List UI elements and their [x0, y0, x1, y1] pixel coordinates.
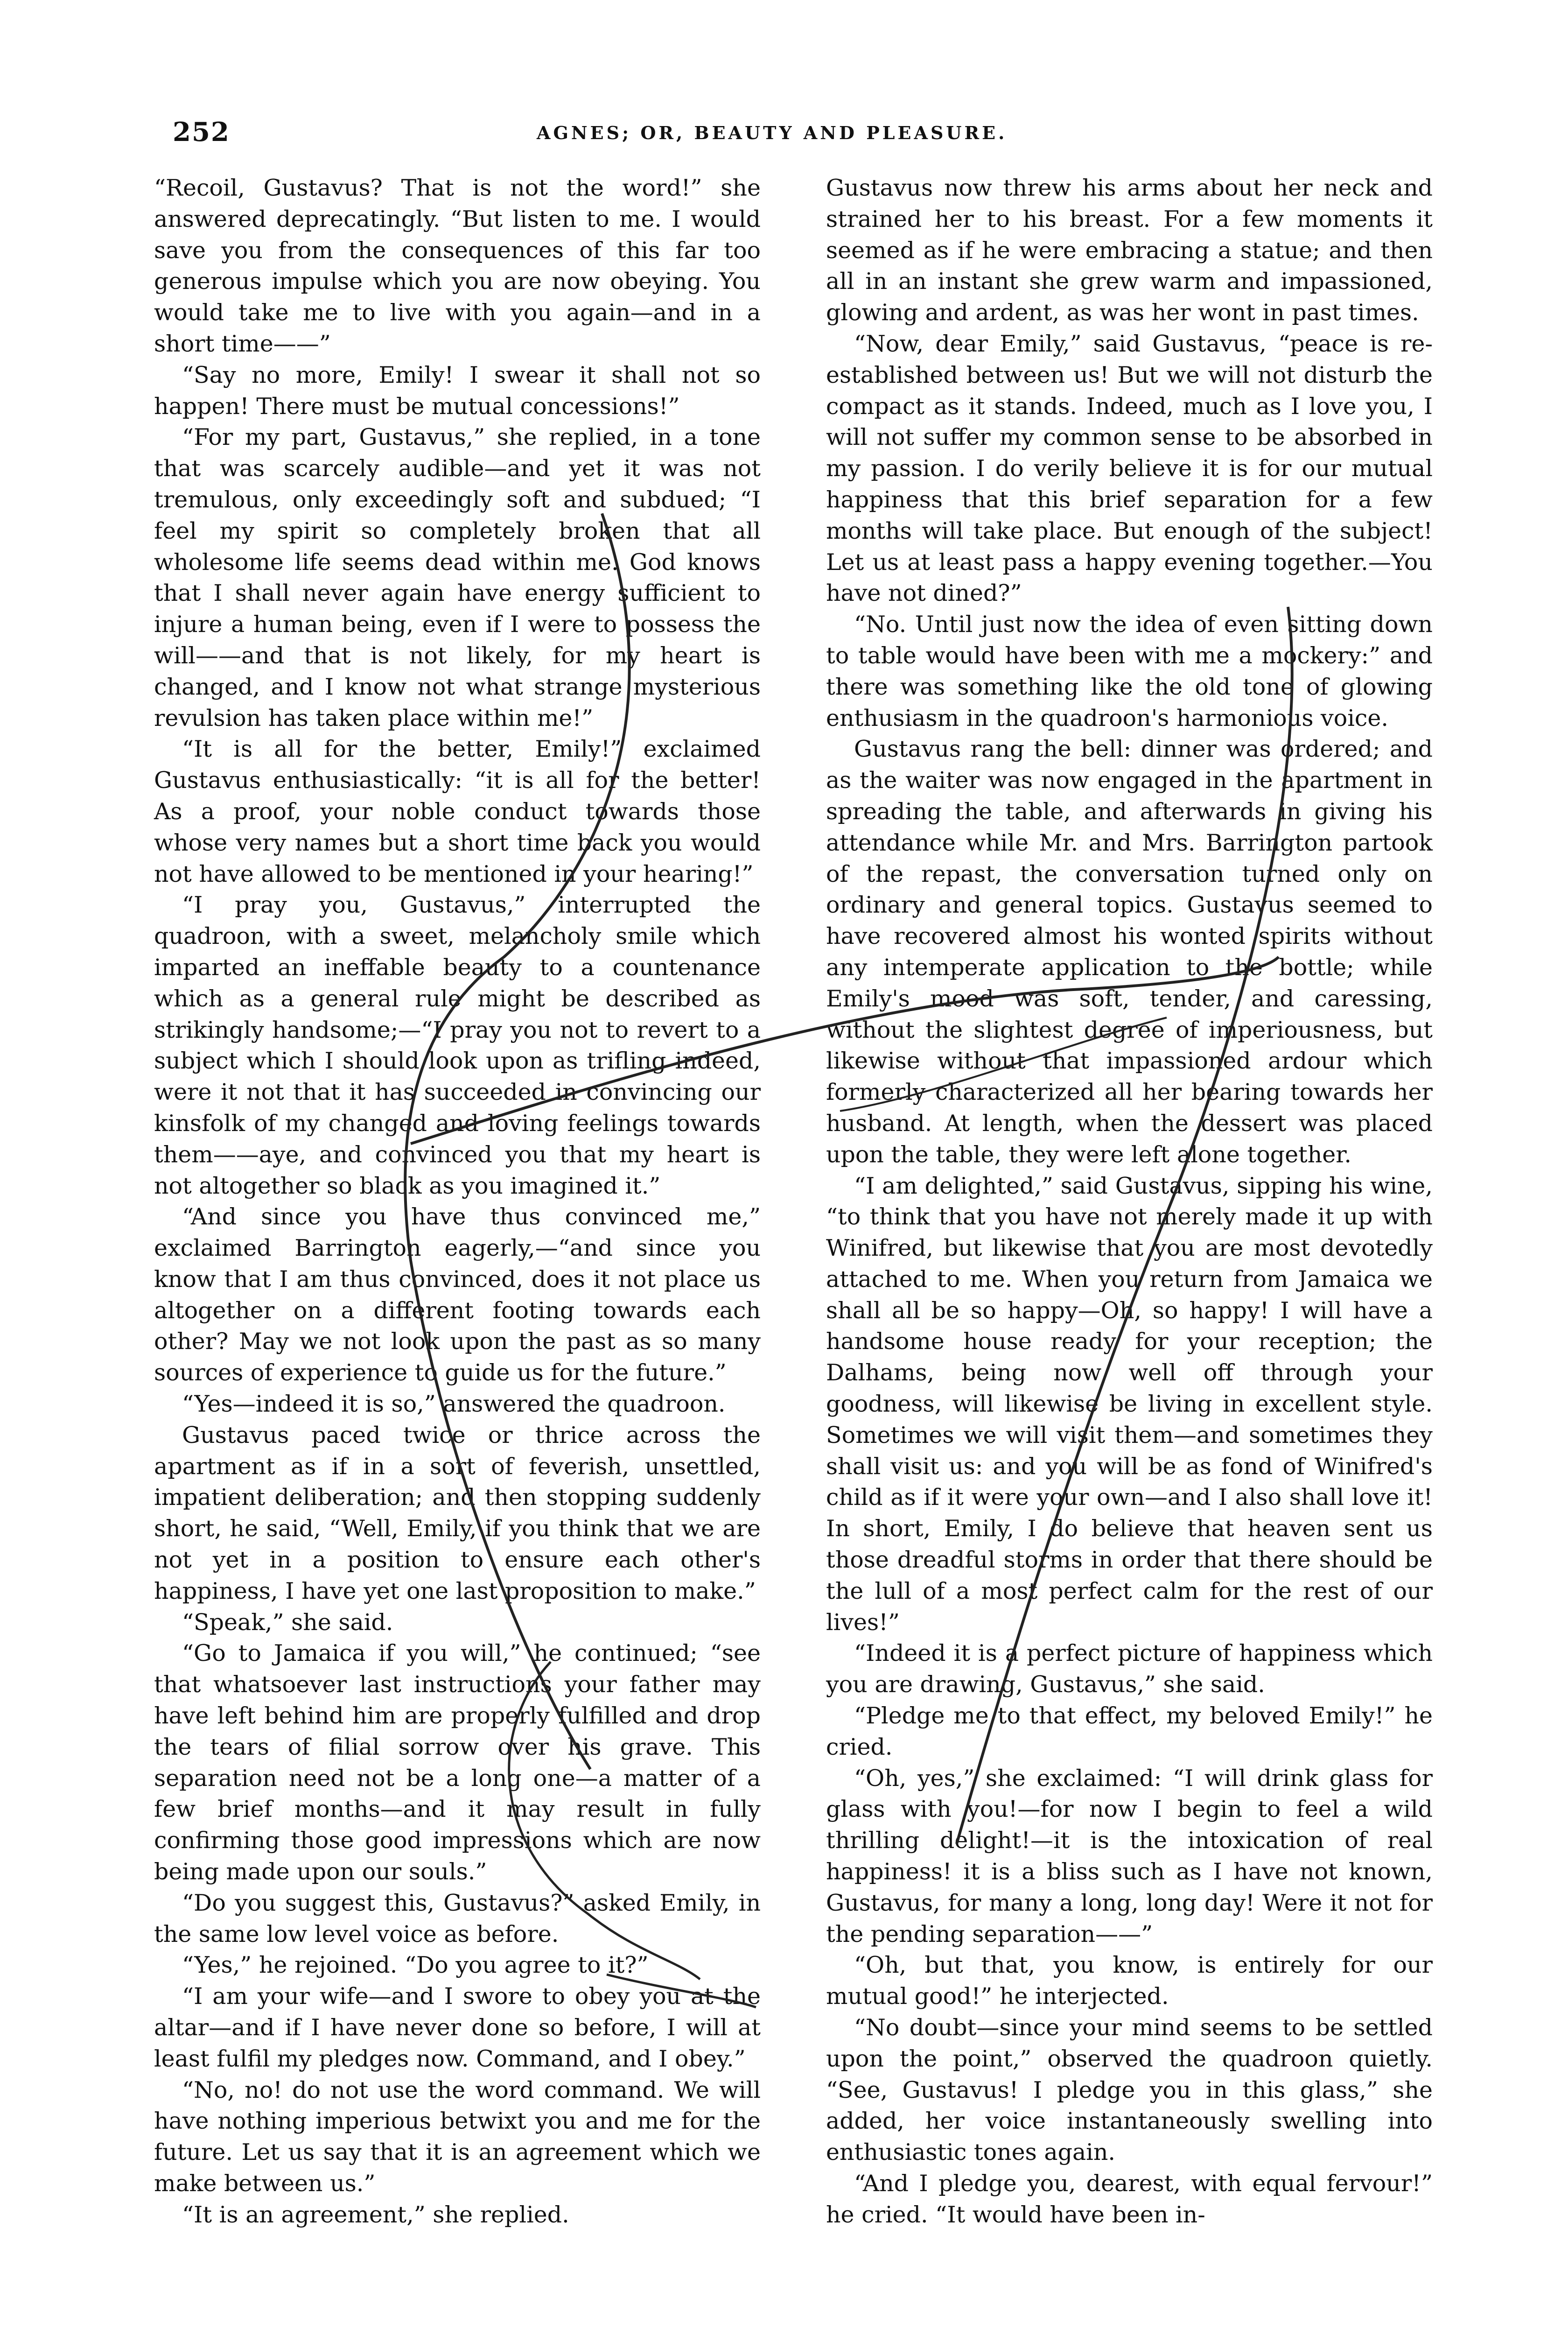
paragraph: “Say no more, Emily! I swear it shall not so happen! There must be mutual concessions!”	[154, 361, 761, 420]
paragraph: “I am delighted,” said Gustavus, sipping his wine, “to think that you have not merely made it up with Winifred, but likewise that you are most devotedly attached to me. When you return from Jamaica we shall all be so happy—Oh, so happy! I will have a handsome house ready for your reception; the Dalhams, being now well off through your goodness, will likewise be living in excellent style. Sometimes we will visit them—and sometimes they shall visit us: and you will be as fond of Winifred's child as if it were your own—and I also shall love it! In short, Emily, I do believe that heaven sent us those dreadful storms in order that there should be the lull of a most perfect calm for the rest of our lives!”	[826, 1172, 1433, 1636]
paragraph: “Oh, but that, you know, is entirely for our mutual good!” he interjected.	[826, 1952, 1433, 2010]
paragraph: Gustavus paced twice or thrice across the apartment as if in a sort of feverish, unsettled, impatient deliberation; and then stopping suddenly short, he said, “Well, Emily, if you think that we are not yet in a position to ensure each other's happiness, I have yet one last proposition to make.”	[154, 1421, 761, 1604]
paragraph: “For my part, Gustavus,” she replied, in a tone that was scarcely audible—and yet it was not tremulous, only exceedingly soft and subdued; “I feel my spirit so completely broken that all wholesome life seems dead within me. God knows that I shall never again have energy sufficient to injure a human being, even if I were to possess the will——and that is not likely, for my heart is changed, and I know not what strange mysterious revulsion has taken place within me!”	[154, 424, 761, 731]
paragraph: Gustavus rang the bell: dinner was ordered; and as the waiter was now engaged in the apartment in spreading the table, and afterwards in giving his attendance while Mr. and Mrs. Barrington partook of the repast, the conversation turned only on ordinary and general topics. Gustavus seemed to have recovered almost his wonted spirits without any intemperate application to the bottle; while Emily's mood was soft, tender, and caressing, without the slightest degree of imperiousness, but likewise without that impassioned ardour which formerly characterized all her bearing towards her husband. At length, when the dessert was placed upon the table, they were left alone together.	[826, 736, 1433, 1168]
paragraph: “Oh, yes,” she exclaimed: “I will drink glass for glass with you!—for now I begin to feel a wild thrilling delight!—it is the intoxication of real happiness! it is a bliss such as I have not known, Gustavus, for many a long, long day! Were it not for the pending separation——”	[826, 1765, 1433, 1947]
paragraph: “Go to Jamaica if you will,” he continued; “see that whatsoever last instructions your father may have left behind him are properly fulfilled and drop the tears of filial sorrow over his grave. This separation need not be a long one—a matter of a few brief months—and it may result in fully confirming those good impressions which are now being made upon our souls.”	[154, 1640, 761, 1885]
paragraph: “Do you suggest this, Gustavus?” asked Emily, in the same low level voice as before.	[154, 1889, 761, 1947]
paragraph: “Yes,” he rejoined. “Do you agree to it?”	[182, 1952, 649, 1979]
paragraph: “Pledge me to that effect, my beloved Emily!” he cried.	[826, 1702, 1433, 1760]
paragraph: “Indeed it is a perfect picture of happiness which you are drawing, Gustavus,” she said.	[826, 1640, 1433, 1698]
paragraph: “Yes—indeed it is so,” answered the quadroon.	[182, 1391, 726, 1418]
paragraph: “No. Until just now the idea of even sitting down to table would have been with me a mockery:” and there was something like the old tone of glowing enthusiasm in the quadroon's harmonious voice.	[826, 611, 1433, 731]
paragraph: Gustavus now threw his arms about her neck and strained her to his breast. For a few moments it seemed as if he were embracing a statue; and then all in an instant she grew warm and impassioned, glowing and ardent, as was her wont in past times.	[826, 175, 1433, 326]
right-column	[826, 173, 1433, 2231]
running-title: AGNES; OR, BEAUTY AND PLEASURE.	[537, 122, 1008, 143]
page-number: 252	[173, 117, 230, 148]
paragraph: “No, no! do not use the word command. We will have nothing imperious betwixt you and me for the future. Let us say that it is an agreement which we make between us.”	[154, 2076, 761, 2197]
paragraph: “I pray you, Gustavus,” interrupted the quadroon, with a sweet, melancholy smile which imparted an ineffable beauty to a countenance which as a general rule might be described as strikingly handsome;—“I pray you not to revert to a subject which I should look upon as trifling indeed, were it not that it has succeeded in convincing our kinsfolk of my changed and loving feelings towards them——aye, and convinced you that my heart is not altogether so black as you imagined it.”	[154, 892, 761, 1199]
paragraph: “Now, dear Emily,” said Gustavus, “peace is re-established between us! But we will not disturb the compact as it stands. Indeed, much as I love you, I will not suffer my common sense to be absorbed in my passion. I do verily believe it is for our mutual happiness that this brief separation for a few months will take place. But enough of the subject! Let us at least pass a happy evening together.—You have not dined?”	[826, 330, 1433, 607]
paragraph: “It is an agreement,” she replied.	[182, 2201, 569, 2228]
paragraph: “Speak,” she said.	[182, 1609, 393, 1636]
paragraph: “Recoil, Gustavus? That is not the word!” she answered deprecatingly. “But listen to me. I would save you from the consequences of this far too generous impulse which you are now obeying. You would take me to live with you again—and in a short time——”	[154, 175, 761, 357]
page-header	[0, 0, 1568, 148]
paragraph: “And I pledge you, dearest, with equal fervour!” he cried. “It would have been in-	[826, 2170, 1433, 2228]
paragraph: “And since you have thus convinced me,” exclaimed Barrington eagerly,—“and since you know that I am thus convinced, does it not place us altogether on a different footing towards each other? May we not look upon the past as so many sources of experience to guide us for the future.”	[154, 1203, 761, 1386]
paragraph: “No doubt—since your mind seems to be settled upon the point,” observed the quadroon quietly. “See, Gustavus! I pledge you in this glass,” she added, her voice instantaneously swelling into enthusiastic tones again.	[826, 2014, 1433, 2166]
paragraph: “I am your wife—and I swore to obey you at the altar—and if I have never done so before, I will at least fulfil my pledges now. Command, and I obey.”	[154, 1983, 761, 2072]
paragraph: “It is all for the better, Emily!” exclaimed Gustavus enthusiastically: “it is all for the better! As a proof, your noble conduct towards those whose very names but a short time back you would not have allowed to be mentioned in your hearing!”	[154, 736, 761, 887]
left-column	[154, 173, 761, 2231]
